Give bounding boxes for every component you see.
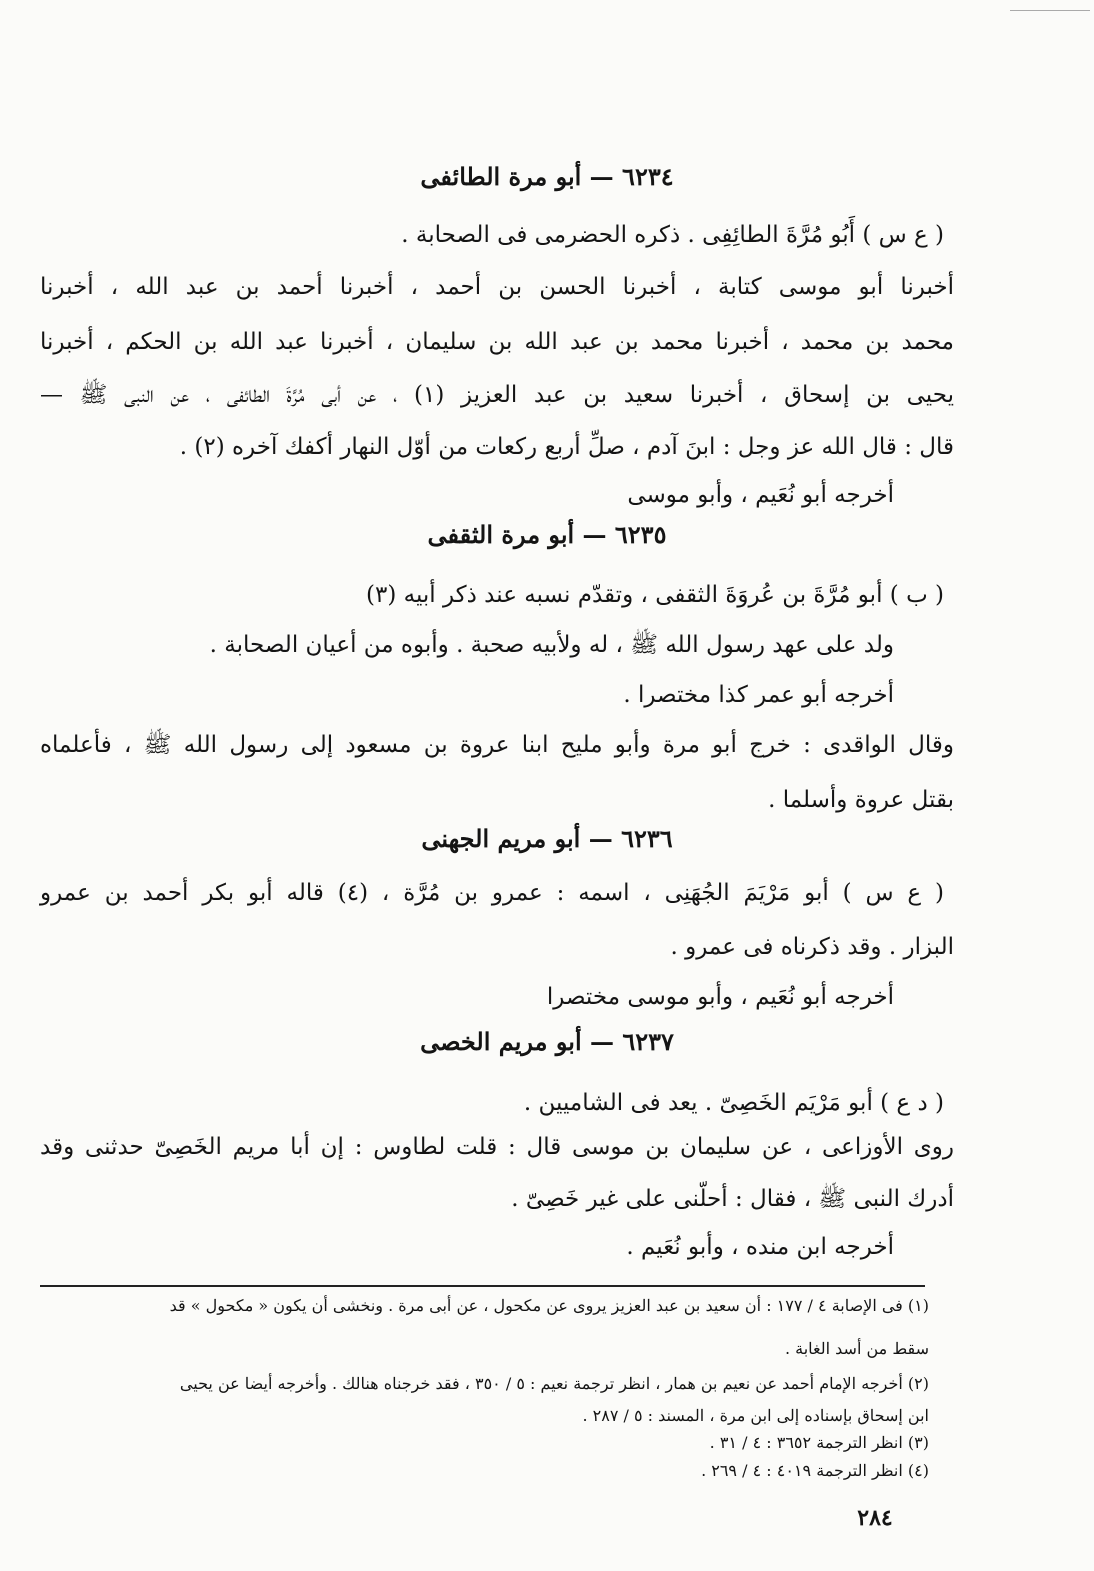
entry-line: ( ب ) أبو مُرَّةَ بن عُروَةَ الثقفى ، وتقدّم نسبه عند ذكر أبيه (٣) — [365, 582, 944, 608]
entry-line: ( ع س ) أبو مَرْيَمَ الجُهَنِى ، اسمه : عمرو بن مُرَّة ، (٤) قاله أبو بكر أحمد بن عمرو — [40, 880, 944, 906]
entry-line: أخبرنا أبو موسى كتابة ، أخبرنا الحسن بن أحمد ، أخبرنا أحمد بن عبد الله ، أخبرنا — [40, 274, 954, 300]
page-number: ٢٨٤ — [857, 1505, 893, 1531]
entry-heading: ٦٢٣٧ — أبو مريم الخصى — [420, 1027, 674, 1056]
footnote-line: (١) فى الإصابة ٤ / ١٧٧ : أن سعيد بن عبد العزيز يروى عن مكحول ، عن أبى مرة . ونخشى أن يكون « مكحول » قد — [169, 1296, 929, 1315]
footnote-line: (٢) أخرجه الإمام أحمد عن نعيم بن همار ، انظر ترجمة نعيم : ٥ / ٣٥٠ ، فقد خرجناه هنالك . وأخرجه أيضا عن يحيى — [179, 1374, 929, 1393]
footnote-line: (٣) انظر الترجمة ٣٦٥٢ : ٤ / ٣١ . — [709, 1433, 929, 1452]
entry-heading: ٦٢٣٥ — أبو مرة الثقفى — [427, 520, 667, 549]
entry-heading: ٦٢٣٤ — أبو مرة الطائفى — [420, 162, 674, 191]
entry-line: ( د ع ) أبو مَرْيَم الخَصِىّ . يعد فى الشاميين . — [523, 1090, 944, 1116]
entry-line: أدرك النبى ﷺ ، فقال : أحلّنى على غير خَصِىّ . — [511, 1186, 954, 1212]
source-line: أخرجه ابن منده ، وأبو نُعَيم . — [626, 1234, 894, 1260]
entry-line: ( ع س ) أَبُو مُرَّةَ الطائِفِى . ذكره الحضرمى فى الصحابة . — [401, 222, 944, 248]
scan-edge-line — [1010, 10, 1090, 11]
entry-heading: ٦٢٣٦ — أبو مريم الجهنى — [421, 824, 673, 853]
entry-line: روى الأوزاعى ، عن سليمان بن موسى قال : قلت لطاوس : إن أبا مريم الخَصِىّ حدثنى وقد — [40, 1134, 954, 1160]
entry-line: ولد على عهد رسول الله ﷺ ، له ولأبيه صحبة . وأبوه من أعيان الصحابة . — [209, 632, 894, 658]
footnote-line: سقط من أسد الغابة . — [784, 1339, 929, 1358]
entry-line: بقتل عروة وأسلما . — [768, 787, 954, 813]
source-line: أخرجه أبو نُعَيم ، وأبو موسى مختصرا — [546, 984, 894, 1010]
entry-line: قال : قال الله عز وجل : ابنَ آدم ، صلِّ أربع ركعات من أوّل النهار أكفك آخره (٢) . — [179, 434, 954, 460]
entry-line: وقال الواقدى : خرج أبو مرة وأبو مليح ابنا عروة بن مسعود إلى رسول الله ﷺ ، فأعلماه — [40, 732, 954, 758]
entry-line: يحيى بن إسحاق ، أخبرنا سعيد بن عبد العزيز (١) ، عن أبى مُرَّةَ الطائفى ، عن النبى ﷺ — — [40, 382, 954, 408]
entry-line: البزار . وقد ذكرناه فى عمرو . — [670, 934, 954, 960]
footnote-divider — [40, 1285, 925, 1287]
entry-line: محمد بن محمد ، أخبرنا محمد بن عبد الله بن سليمان ، أخبرنا عبد الله بن الحكم ، أخبرنا — [40, 329, 954, 355]
footnote-line: (٤) انظر الترجمة ٤٠١٩ : ٤ / ٢٦٩ . — [701, 1461, 929, 1480]
footnote-line: ابن إسحاق بإسناده إلى ابن مرة ، المسند : ٥ / ٢٨٧ . — [582, 1406, 929, 1425]
source-line: أخرجه أبو عمر كذا مختصرا . — [623, 682, 894, 708]
source-line: أخرجه أبو نُعَيم ، وأبو موسى — [627, 482, 894, 508]
